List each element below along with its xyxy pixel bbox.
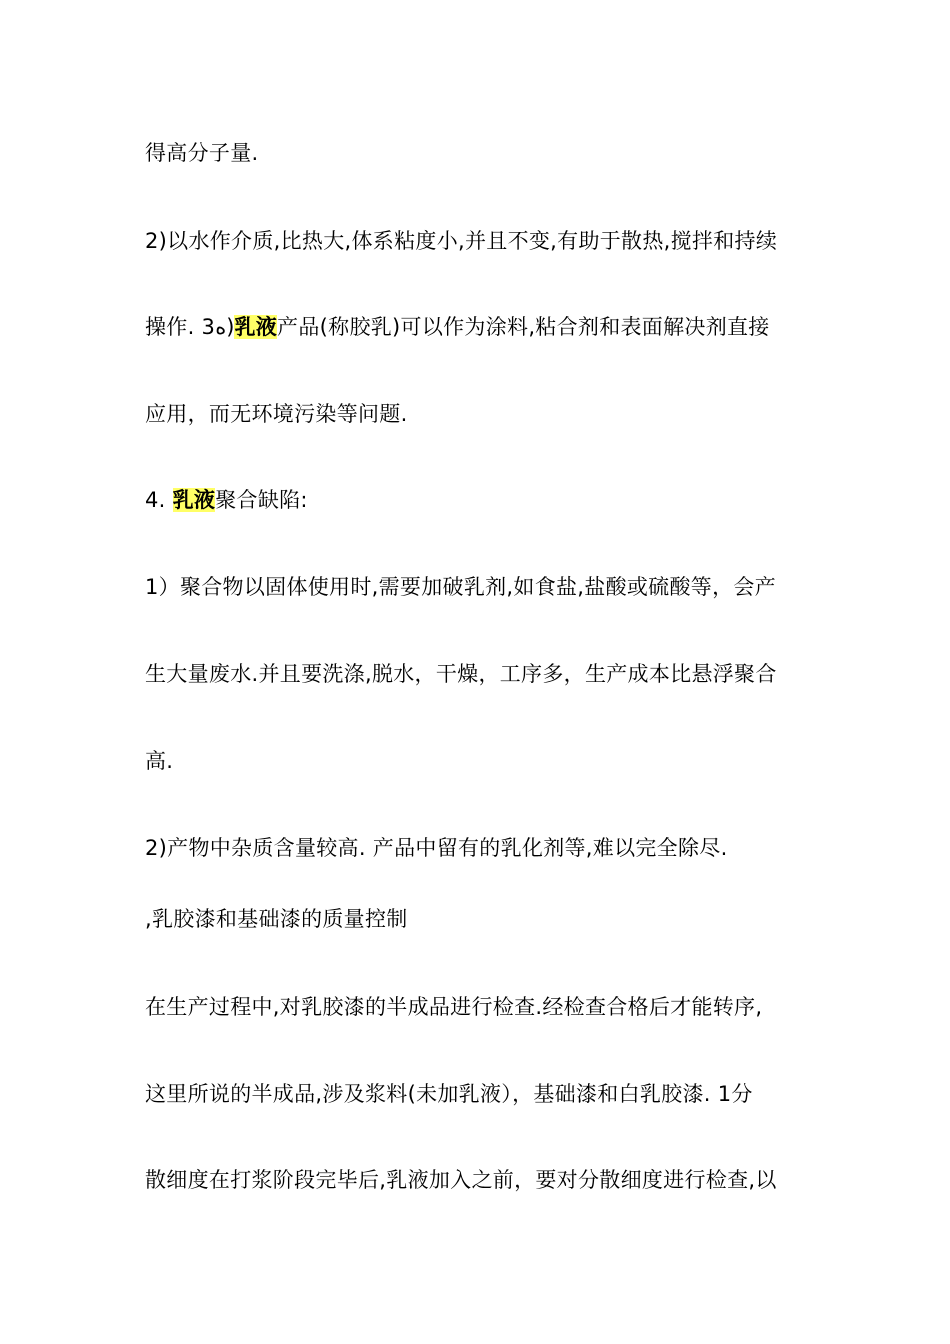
text-line-4: 应用，而无环境污染等问题. [145, 402, 408, 426]
heading-suffix: 聚合缺陷: [215, 488, 308, 512]
section-heading-quality-control: ,乳胶漆和基础漆的质量控制 [145, 907, 408, 931]
text-line-8: 高. [145, 749, 174, 773]
text-line-6: 1）聚合物以固体使用时,需要加破乳剂,如食盐,盐酸或硫酸等，会产 [145, 575, 776, 599]
text-line-9: 2)产物中杂质含量较高. 产品中留有的乳化剂等,难以完全除尽. [145, 836, 728, 860]
line-3-prefix: 操作. 3ه) [145, 315, 235, 339]
text-line-13: 散细度在打浆阶段完毕后,乳液加入之前，要对分散细度进行检查,以 [145, 1168, 777, 1192]
highlighted-term: 乳液 [234, 315, 278, 339]
heading-number: 4. [145, 488, 173, 512]
text-line-2: 2)以水作介质,比热大,体系粘度小,并且不变,有助于散热,搅拌和持续 [145, 229, 778, 253]
text-line-7: 生大量废水.并且要洗涤,脱水，干燥，工序多，生产成本比悬浮聚合 [145, 662, 777, 686]
text-line-11: 在生产过程中,对乳胶漆的半成品进行检查.经检查合格后才能转序, [145, 995, 763, 1019]
highlighted-term: 乳液 [172, 488, 216, 512]
section-heading-4 [145, 486, 308, 514]
text-line-12: 这里所说的半成品,涉及浆料(未加乳液），基础漆和白乳胶漆. 1分 [145, 1082, 753, 1106]
line-3-suffix: 产品(称胶乳)可以作为涂料,粘合剂和表面解决剂直接 [277, 315, 770, 339]
text-line-1: 得高分子量. [145, 141, 259, 165]
text-line-3 [145, 313, 770, 341]
